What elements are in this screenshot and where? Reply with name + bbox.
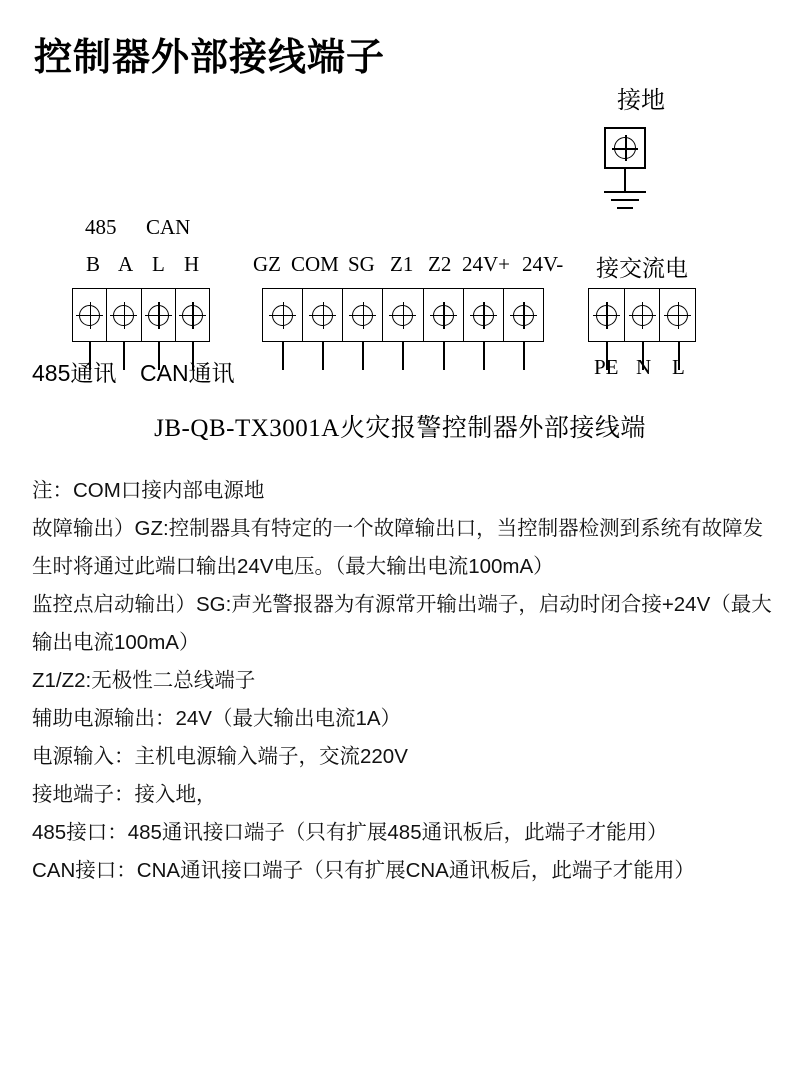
lead-z1 [402,342,404,370]
ground-label: 接地 [617,87,665,114]
screw-icon [148,305,169,326]
pin-label-a: A [118,252,134,276]
screw-icon [513,305,534,326]
screw-icon [392,305,413,326]
lead-gz [282,342,284,370]
note-line: Z1/Z2:无极性二总线端子 [32,669,256,692]
note-line: 注：COM口接内部电源地 [32,479,265,502]
pin-label-l-can: L [152,252,165,276]
terminal-cell-24v-plus [464,289,504,341]
note-line: CAN接口：CNA通讯接口端子（只有扩展CNA通讯板后，此端子才能用） [32,859,695,882]
ground-bar-1 [604,191,646,193]
lead-24v-minus [523,342,525,370]
pin-label-com: COM [291,252,339,276]
terminal-cell-com [303,289,343,341]
terminal-cell-gz [263,289,303,341]
terminal-cell-n [625,289,661,341]
terminal-cell-a [107,289,141,341]
screw-icon [596,305,617,326]
terminal-cell-h [176,289,209,341]
screw-icon [433,305,454,326]
label-can-comm: CAN通讯 [140,360,235,386]
terminal-cell-24v-minus [504,289,543,341]
terminal-block-485-can [72,288,210,342]
pin-label-h-can: H [184,252,200,276]
wiring-diagram [0,70,800,450]
note-line: 故障输出）GZ:控制器具有特定的一个故障输出口，当控制器检测到系统有故障发生时将通过此端口输出24V电压。（最大输出电流100mA） [32,517,764,578]
terminal-cell-l [142,289,176,341]
lead-24v-plus [483,342,485,370]
pin-label-24v-minus: 24V- [522,252,564,276]
screw-icon [667,305,688,326]
note-line: 电源输入：主机电源输入端子，交流220V [32,745,408,768]
pin-label-z1: Z1 [390,252,414,276]
label-485-comm: 485通讯 [32,360,117,386]
label-can-top: CAN [146,215,191,239]
screw-icon [79,305,100,326]
terminal-cell-pe [589,289,625,341]
ground-terminal-icon [604,127,646,169]
pin-label-sg: SG [348,252,375,276]
ground-stem [624,169,626,191]
note-line: 485接口：485通讯接口端子（只有扩展485通讯板后，此端子才能用） [32,821,668,844]
pin-label-pe: PE [594,355,619,379]
screw-icon [632,305,653,326]
terminal-cell-z1 [383,289,423,341]
screw-icon [272,305,293,326]
note-line: 接地端子：接入地， [32,783,217,806]
label-ac-input: 接交流电 [596,255,688,281]
screw-icon [312,305,333,326]
pin-label-gz: GZ [253,252,281,276]
lead-z2 [443,342,445,370]
lead-com [322,342,324,370]
notes-block [32,472,772,890]
pin-label-z2: Z2 [428,252,452,276]
terminal-cell-b [73,289,107,341]
terminal-cell-l [660,289,695,341]
screw-icon [473,305,494,326]
diagram-caption: JB-QB-TX3001A火灾报警控制器外部接线端 [154,415,646,442]
pin-label-l-ac: L [672,355,685,379]
note-line: 监控点启动输出）SG:声光警报器为有源常开输出端子，启动时闭合接+24V（最大输出电流100mA） [32,593,772,654]
label-485-top: 485 [85,215,117,239]
note-line: 辅助电源输出：24V（最大输出电流1A） [32,707,402,730]
screw-icon [182,305,203,326]
terminal-block-main [262,288,544,342]
pin-label-b: B [86,252,101,276]
terminal-block-ac [588,288,696,342]
ground-bar-2 [611,199,639,201]
lead-sg [362,342,364,370]
terminal-cell-z2 [424,289,464,341]
page-title: 控制器外部接线端子 [34,37,386,79]
ground-bar-3 [617,207,633,209]
terminal-cell-sg [343,289,383,341]
pin-label-24v-plus: 24V+ [462,252,511,276]
screw-icon [352,305,373,326]
pin-label-n: N [636,355,652,379]
screw-icon [113,305,134,326]
lead-a [123,342,125,370]
